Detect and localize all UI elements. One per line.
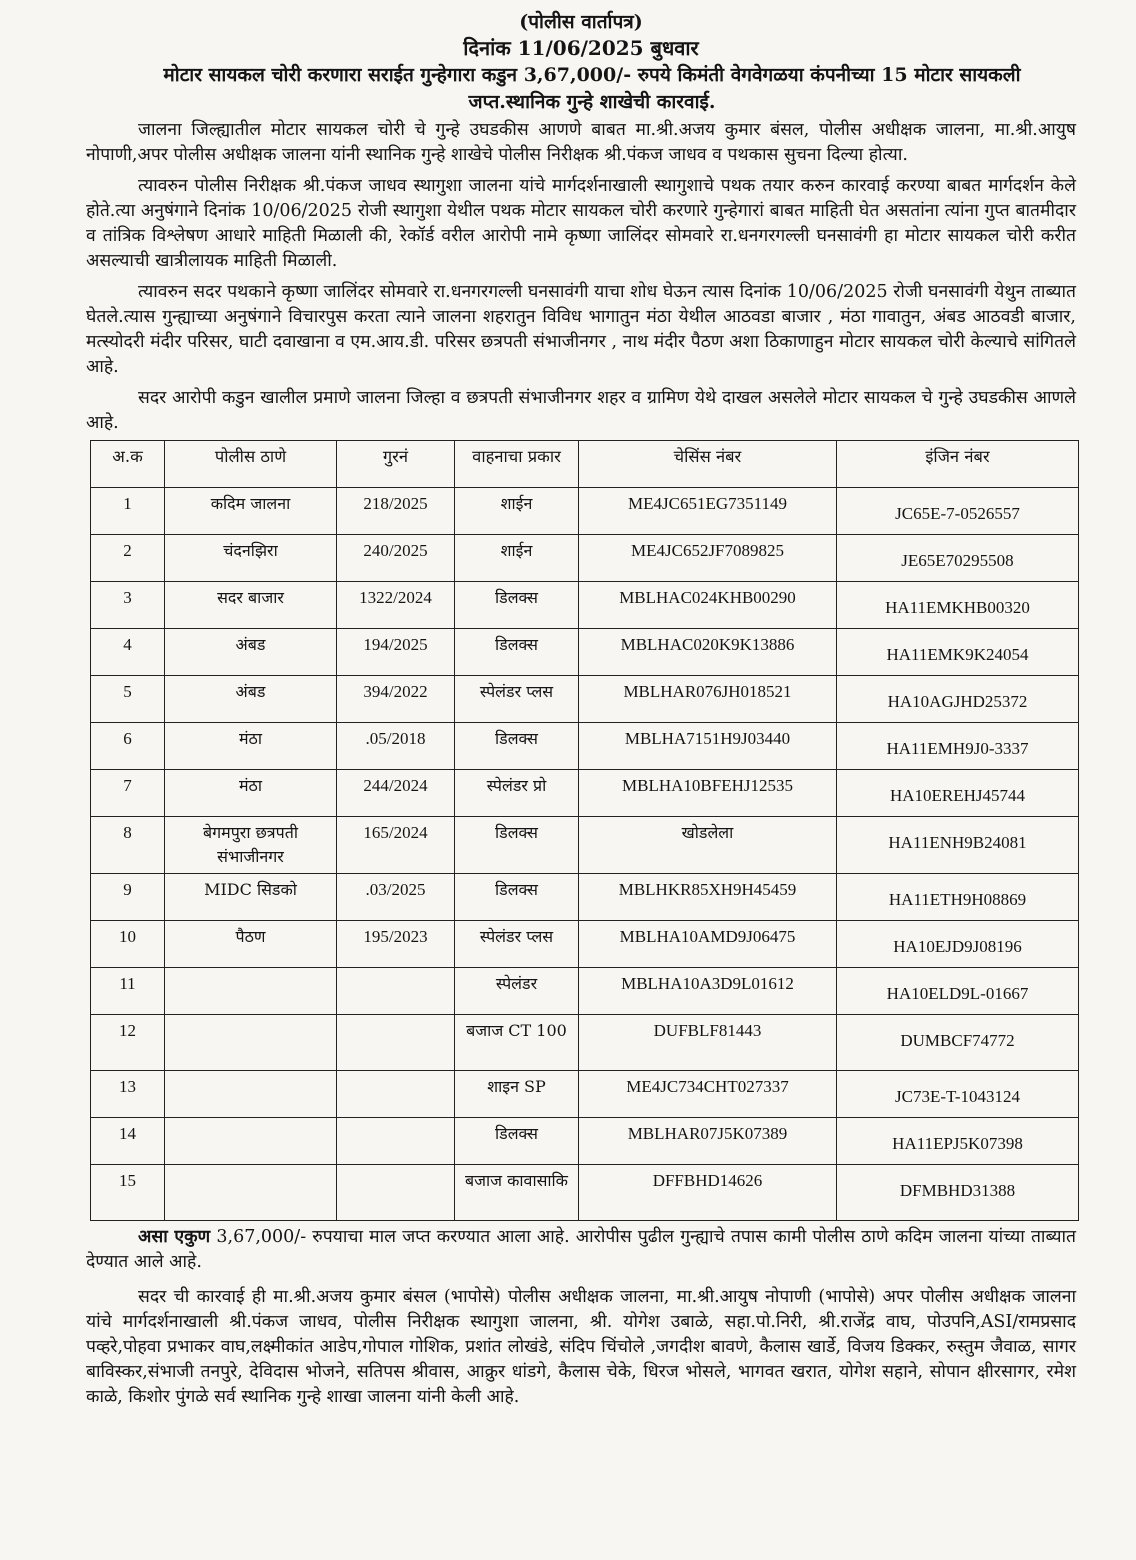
cell-crime-number xyxy=(337,1015,455,1071)
table-row xyxy=(91,488,1079,535)
cell-chassis-number: MBLHKR85XH9H45459 xyxy=(579,874,837,921)
cell-chassis-number: MBLHA7151H9J03440 xyxy=(579,723,837,770)
cell-crime-number: 194/2025 xyxy=(337,629,455,676)
cell-engine-number: HA10EREHJ45744 xyxy=(837,770,1079,817)
cell-engine-number: HA10ELD9L-01667 xyxy=(837,968,1079,1015)
cell-crime-number: 244/2024 xyxy=(337,770,455,817)
cell-engine-number: JE65E70295508 xyxy=(837,535,1079,582)
cell-police-station: सदर बाजार xyxy=(165,582,337,629)
table-row xyxy=(91,968,1079,1015)
cell-vehicle-type: स्पेलंडर प्लस xyxy=(455,676,579,723)
cell-police-station xyxy=(165,1071,337,1118)
recovered-vehicles-table xyxy=(90,440,1079,1221)
cell-chassis-number: ME4JC652JF7089825 xyxy=(579,535,837,582)
cell-vehicle-type: बजाज CT 100 xyxy=(455,1015,579,1071)
cell-serial: 9 xyxy=(91,874,165,921)
cell-serial: 3 xyxy=(91,582,165,629)
cell-vehicle-type: डिलक्स xyxy=(455,1118,579,1165)
cell-crime-number xyxy=(337,1165,455,1221)
table-row xyxy=(91,1165,1079,1221)
cell-serial: 8 xyxy=(91,817,165,874)
cell-serial: 10 xyxy=(91,921,165,968)
header-police-station: पोलीस ठाणे xyxy=(165,441,337,488)
cell-engine-number: HA11EMKHB00320 xyxy=(837,582,1079,629)
cell-serial: 7 xyxy=(91,770,165,817)
cell-vehicle-type: बजाज कावासाकि xyxy=(455,1165,579,1221)
cell-crime-number: .03/2025 xyxy=(337,874,455,921)
table-row xyxy=(91,817,1079,874)
cell-vehicle-type: शाइन SP xyxy=(455,1071,579,1118)
cell-engine-number: DFMBHD31388 xyxy=(837,1165,1079,1221)
cell-chassis-number: MBLHA10A3D9L01612 xyxy=(579,968,837,1015)
cell-chassis-number: DFFBHD14626 xyxy=(579,1165,837,1221)
cell-engine-number: HA11EMK9K24054 xyxy=(837,629,1079,676)
cell-police-station: अंबड xyxy=(165,676,337,723)
cell-vehicle-type: शाईन xyxy=(455,488,579,535)
table-row xyxy=(91,723,1079,770)
table-row xyxy=(91,1015,1079,1071)
cell-vehicle-type: डिलक्स xyxy=(455,582,579,629)
paragraph-instructions: जालना जिल्ह्यातील मोटार सायकल चोरी चे गुन्हे उघडकीस आणणे बाबत मा.श्री.अजय कुमार बंसल, पोलीस अधीक्षक जालना, मा.श्री.आयुष नोपाणी,अपर पोलीस अधीक्षक जालना यांनी स्थानिक गुन्हे शाखेचे पोलीस निरीक्षक श्री.पंकज जाधव व पथकास सुचना दिल्या होत्या. xyxy=(86,120,1076,165)
cell-chassis-number: MBLHAR07J5K07389 xyxy=(579,1118,837,1165)
cell-police-station xyxy=(165,1165,337,1221)
cell-engine-number: HA10AGJHD25372 xyxy=(837,676,1079,723)
cell-serial: 14 xyxy=(91,1118,165,1165)
total-label: असा एकुण xyxy=(138,1227,211,1247)
table-row xyxy=(91,770,1079,817)
cell-police-station: मंठा xyxy=(165,770,337,817)
cell-engine-number: HA11ETH9H08869 xyxy=(837,874,1079,921)
header-chassis-number: चेसिंस नंबर xyxy=(579,441,837,488)
table-row xyxy=(91,874,1079,921)
cell-serial: 4 xyxy=(91,629,165,676)
cell-serial: 13 xyxy=(91,1071,165,1118)
cell-police-station: अंबड xyxy=(165,629,337,676)
cell-chassis-number: ME4JC651EG7351149 xyxy=(579,488,837,535)
cell-chassis-number: MBLHAC020K9K13886 xyxy=(579,629,837,676)
cell-police-station: चंदनझिरा xyxy=(165,535,337,582)
cell-serial: 5 xyxy=(91,676,165,723)
cell-chassis-number: DUFBLF81443 xyxy=(579,1015,837,1071)
cell-chassis-number: MBLHA10BFEHJ12535 xyxy=(579,770,837,817)
cell-police-station xyxy=(165,1015,337,1071)
cell-crime-number xyxy=(337,968,455,1015)
cell-vehicle-type: डिलक्स xyxy=(455,629,579,676)
document-label: (पोलीस वार्तापत्र) xyxy=(519,11,643,33)
paragraph-seizure-total xyxy=(86,1225,1076,1275)
cell-serial: 6 xyxy=(91,723,165,770)
cell-crime-number: 218/2025 xyxy=(337,488,455,535)
cell-engine-number: DUMBCF74772 xyxy=(837,1015,1079,1071)
cell-vehicle-type: स्पेलंडर प्रो xyxy=(455,770,579,817)
paragraph-team-credits: सदर ची कारवाई ही मा.श्री.अजय कुमार बंसल (भापोसे) पोलीस अधीक्षक जालना, मा.श्री.आयुष नोपाणी (भापोसे) अपर पोलीस अधीक्षक जालना यांचे मार्गदर्शनाखाली श्री.पंकज जाधव, पोलीस निरीक्षक स्थागुशा जालना, श्री. योगेश उबाळे, सहा.पो.निरी, श्री.राजेंद्र वाघ, पोउपनि,ASI/रामप्रसाद पव्हरे,पोहवा प्रभाकर वाघ,लक्ष्मीकांत आडेप,गोपाल गोशिक, प्रशांत लोखंडे, संदिप चिंचोले ,जगदीश बावणे, कैलास खार्डे, विजय डिक्कर, रुस्तुम जैवाळ, सागर बाविस्कर,संभाजी तनपुरे, देविदास भोजने, सतिपस श्रीवास, आक्रुर धांडगे, कैलास चेके, धिरज भोसले, भागवत खरात, योगेश सहाने, सोपान क्षीरसागर, रमेश काळे, किशोर पुंगळे सर्व स्थानिक गुन्हे शाखा जालना यांनी केली आहे. xyxy=(86,1287,1076,1407)
cell-crime-number xyxy=(337,1071,455,1118)
cell-chassis-number: ME4JC734CHT027337 xyxy=(579,1071,837,1118)
cell-crime-number: 394/2022 xyxy=(337,676,455,723)
headline: मोटार सायकल चोरी करणारा सराईत गुन्हेगारा कडुन 3,67,000/- रुपये किमंती वेगवेगळया कंपनीच्या 15 मोटार सायकली जप्त.स्थानिक गुन्हे शाखेची कारवाई. xyxy=(163,64,1021,113)
cell-police-station xyxy=(165,968,337,1015)
table-row xyxy=(91,629,1079,676)
cell-chassis-number: MBLHA10AMD9J06475 xyxy=(579,921,837,968)
paragraph-arrest: त्यावरुन सदर पथकाने कृष्णा जालिंदर सोमवारे रा.धनगरगल्ली घनसावंगी याचा शोध घेऊन त्यास दिनांक 10/06/2025 रोजी घनसावंगी येथुन ताब्यात घेतले.त्यास गुन्ह्याच्या अनुषंगाने विचारपुस करता त्याने जालना शहरातुन विविध भागातुन मंठा येथील आठवडा बाजार , मंठा गावातुन, अंबड आठवडी बाजार, मत्स्योदरी मंदीर परिसर, घाटी दवाखाना व एम.आय.डी. परिसर छत्रपती संभाजीनगर , नाथ मंदीर पैठण अशा ठिकाणाहुन मोटार सायकल चोरी केल्याचे सांगितले आहे. xyxy=(86,282,1076,377)
cell-engine-number: HA11EMH9J0-3337 xyxy=(837,723,1079,770)
total-text: 3,67,000/- रुपयाचा माल जप्त करण्यात आला आहे. आरोपीस पुढील गुन्ह्याचे तपास कामी पोलीस ठाणे कदिम जालना यांच्या ताब्यात देण्यात आले आहे. xyxy=(86,1227,1076,1272)
cell-police-station: पैठण xyxy=(165,921,337,968)
cell-crime-number: 165/2024 xyxy=(337,817,455,874)
cell-police-station xyxy=(165,1118,337,1165)
cell-engine-number: HA10EJD9J08196 xyxy=(837,921,1079,968)
cell-serial: 15 xyxy=(91,1165,165,1221)
cell-police-station: बेगमपुरा छत्रपती संभाजीनगर xyxy=(165,817,337,874)
header-vehicle-type: वाहनाचा प्रकार xyxy=(455,441,579,488)
cell-engine-number: JC73E-T-1043124 xyxy=(837,1071,1079,1118)
cell-chassis-number: MBLHAC024KHB00290 xyxy=(579,582,837,629)
cell-engine-number: JC65E-7-0526557 xyxy=(837,488,1079,535)
cell-crime-number: 240/2025 xyxy=(337,535,455,582)
table-row xyxy=(91,921,1079,968)
table-header-row xyxy=(91,441,1079,488)
cell-crime-number: .05/2018 xyxy=(337,723,455,770)
date-line: दिनांक 11/06/2025 बुधवार xyxy=(463,36,699,60)
cell-engine-number: HA11ENH9B24081 xyxy=(837,817,1079,874)
cell-serial: 12 xyxy=(91,1015,165,1071)
cell-chassis-number: MBLHAR076JH018521 xyxy=(579,676,837,723)
table-row xyxy=(91,582,1079,629)
document-header xyxy=(86,10,1076,116)
cell-vehicle-type: स्पेलंडर प्लस xyxy=(455,921,579,968)
header-serial: अ.क xyxy=(91,441,165,488)
cell-serial: 1 xyxy=(91,488,165,535)
cell-vehicle-type: डिलक्स xyxy=(455,874,579,921)
cell-crime-number: 195/2023 xyxy=(337,921,455,968)
cell-vehicle-type: शाईन xyxy=(455,535,579,582)
cell-police-station: मंठा xyxy=(165,723,337,770)
table-row xyxy=(91,1071,1079,1118)
table-row xyxy=(91,535,1079,582)
cell-crime-number: 1322/2024 xyxy=(337,582,455,629)
cell-engine-number: HA11EPJ5K07398 xyxy=(837,1118,1079,1165)
table-row xyxy=(91,1118,1079,1165)
cell-serial: 2 xyxy=(91,535,165,582)
cell-vehicle-type: डिलक्स xyxy=(455,817,579,874)
cell-chassis-number: खोडलेला xyxy=(579,817,837,874)
cell-police-station: कदिम जालना xyxy=(165,488,337,535)
cell-serial: 11 xyxy=(91,968,165,1015)
cell-police-station: MIDC सिडको xyxy=(165,874,337,921)
cell-vehicle-type: स्पेलंडर xyxy=(455,968,579,1015)
cell-vehicle-type: डिलक्स xyxy=(455,723,579,770)
paragraph-cases-intro: सदर आरोपी कडुन खालील प्रमाणे जालना जिल्हा व छत्रपती संभाजीनगर शहर व ग्रामिण येथे दाखल असलेले मोटार सायकल चे गुन्हे उघडकीस आणले आहे. xyxy=(86,388,1076,433)
paragraph-investigation: त्यावरुन पोलीस निरीक्षक श्री.पंकज जाधव स्थागुशा जालना यांचे मार्गदर्शनाखाली स्थागुशाचे पथक तयार करुन कारवाई करण्या बाबत मार्गदर्शन केले होते.त्या अनुषंगाने दिनांक 10/06/2025 रोजी स्थागुशा येथील पथक मोटार सायकल चोरी करणारे गुन्हेगारां बाबत माहिती घेत असतांना त्यांना गुप्त बातमीदार व तांत्रिक विश्लेषण आधारे माहिती मिळाली की, रेकॉर्ड वरील आरोपी नामे कृष्णा जालिंदर सोमवारे रा.धनगरगल्ली घनसावंगी हा मोटार सायकल चोरी करीत असल्याची खात्रीलायक माहिती मिळाली. xyxy=(86,176,1076,271)
cell-crime-number xyxy=(337,1118,455,1165)
header-engine-number: इंजिन नंबर xyxy=(837,441,1079,488)
table-row xyxy=(91,676,1079,723)
header-crime-number: गुरनं xyxy=(337,441,455,488)
